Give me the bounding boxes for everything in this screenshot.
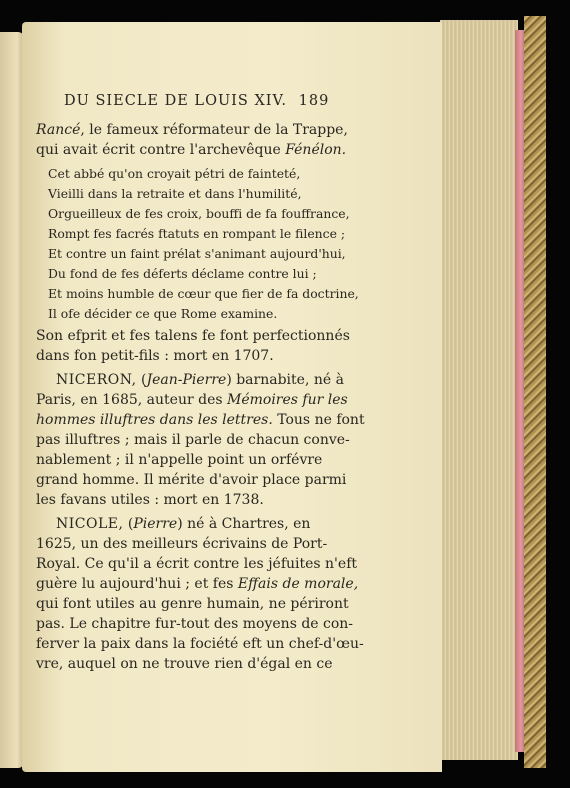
text-span: ( <box>141 372 147 388</box>
verse-line: Rompt fes facrés ftatuts en rompant le filence ; <box>48 226 346 241</box>
gilt-binding <box>524 16 546 768</box>
entry-name-niceron: NICERON, <box>56 372 137 388</box>
verse-line: Du fond de fes déferts déclame contre lui ; <box>48 266 317 281</box>
entry-line <box>56 516 310 532</box>
entry-line <box>36 392 348 408</box>
running-header <box>64 93 329 109</box>
given-name: Pierre <box>133 516 178 532</box>
paragraph-line: Son efprit et fes talens fe font perfectionnés <box>36 328 350 344</box>
entry-line: nablement ; il n'appelle point un orfévre <box>36 452 323 468</box>
text-span: qui avait écrit contre l'archevêque <box>36 142 281 158</box>
text-span: ) barnabite, né à <box>226 372 344 388</box>
text-span: , le fameux réformateur de la Trappe, <box>80 122 348 138</box>
text-span: ( <box>127 516 134 532</box>
book-title: Mémoires fur les <box>227 392 348 408</box>
entry-line: grand homme. Il mérite d'avoir place parmi <box>36 472 347 488</box>
verse-line: Et contre un faint prélat s'animant aujourd'hui, <box>48 246 346 261</box>
book-title: hommes illuftres dans les lettres. <box>36 412 273 428</box>
left-page-edge <box>0 32 24 768</box>
text-span: Paris, en 1685, auteur des <box>36 392 223 408</box>
entry-line <box>36 576 358 592</box>
given-name: Jean-Pierre <box>146 372 227 388</box>
text-span: Tous ne font <box>272 412 365 428</box>
text-span: guère lu aujourd'hui ; et fes <box>36 576 234 592</box>
entry-line: vre, auquel on ne trouve rien d'égal en ce <box>36 656 333 672</box>
entry-line: 1625, un des meilleurs écrivains de Port- <box>36 536 328 552</box>
name-rance: Rancé <box>36 122 81 138</box>
running-title: DU SIECLE DE LOUIS XIV. <box>64 93 288 109</box>
intro-line <box>36 142 346 158</box>
text-span: ) né à Chartres, en <box>177 516 311 532</box>
entry-line: pas. Le chapitre fur-tout des moyens de con- <box>36 616 354 632</box>
book-title: Effais de morale, <box>237 576 359 592</box>
verse-line: Il ofe décider ce que Rome examine. <box>48 306 278 321</box>
verse-line: Orgueilleux de fes croix, bouffi de fa fouffrance, <box>48 206 350 221</box>
verse-line: Et moins humble de cœur que fier de fa doctrine, <box>48 286 359 301</box>
entry-line <box>56 372 344 388</box>
entry-name-nicole: NICOLE, <box>56 516 124 532</box>
verse-line: Cet abbé qu'on croyait pétri de fainteté, <box>48 166 301 181</box>
entry-line: les favans utiles : mort en 1738. <box>36 492 264 508</box>
verse-line: Vieilli dans la retraite et dans l'humilité, <box>48 186 302 201</box>
entry-line <box>36 412 365 428</box>
page-number: 189 <box>298 93 330 109</box>
page-block-edge <box>440 20 518 760</box>
intro-line <box>36 122 348 138</box>
name-fenelon: Fénélon. <box>285 142 347 158</box>
entry-line: Royal. Ce qu'il a écrit contre les jéfuites n'eft <box>36 556 357 572</box>
entry-line: pas illuftres ; mais il parle de chacun conve- <box>36 432 350 448</box>
paragraph-line: dans fon petit-fils : mort en 1707. <box>36 348 274 364</box>
entry-line: ferver la paix dans la fociété eft un chef-d'œu- <box>36 636 364 652</box>
entry-line: qui font utiles au genre humain, ne périront <box>36 596 349 612</box>
